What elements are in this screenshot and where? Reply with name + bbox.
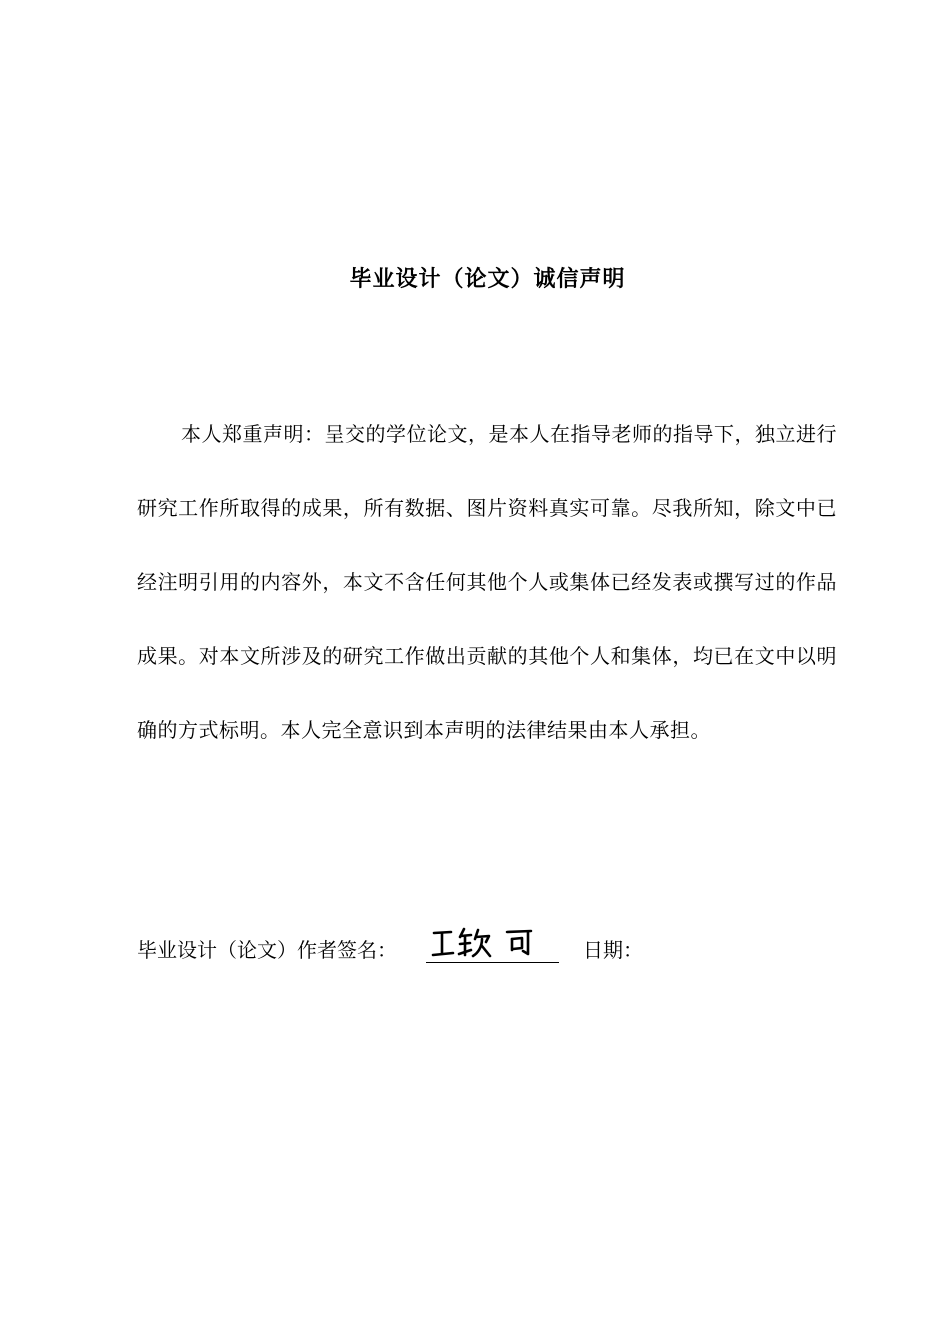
signature-row [137, 930, 837, 970]
handwritten-signature [431, 926, 541, 962]
declaration-body: 本人郑重声明：呈交的学位论文，是本人在指导老师的指导下，独立进行研究工作所取得的成果，所有数据、图片资料真实可靠。尽我所知，除文中已经注明引用的内容外，本文不含任何其他个人或集体已经发表或撰写过的作品成果。对本文所涉及的研究工作做出贡献的其他个人和集体，均已在文中以明确的方式标明。本人完全意识到本声明的法律结果由本人承担。 [137, 422, 837, 742]
page-title: 毕业设计（论文）诚信声明 [349, 267, 626, 292]
signature-label: 毕业设计（论文）作者签名： [137, 938, 397, 962]
date-label: 日期： [583, 938, 643, 962]
